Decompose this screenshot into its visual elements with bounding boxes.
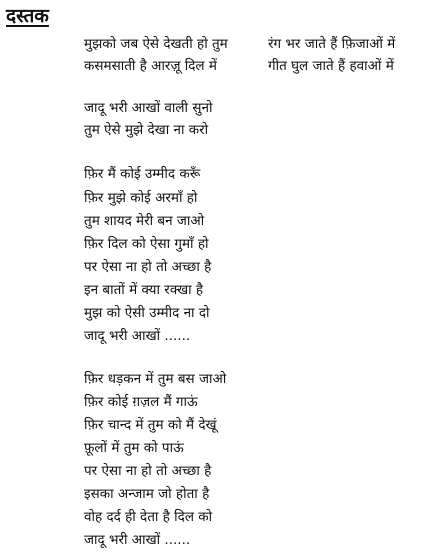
intro-right-line-2: गीत घुल जाते हैं हवाओं में bbox=[268, 58, 394, 74]
stanza-2-line-3: तुम शायद मेरी बन जाओ bbox=[84, 213, 205, 229]
stanza-2-line-2: फ़िर मुझे कोई अरमाँ हो bbox=[84, 190, 198, 206]
stanza-3-line-5: पर ऐसा ना हो तो अच्छा है bbox=[84, 463, 212, 479]
stanza-1-line-1: जादू भरी आखों वाली सुनो bbox=[84, 100, 213, 116]
stanza-2-line-1: फ़िर मैं कोई उम्मीद करूँ bbox=[84, 166, 201, 182]
stanza-2-line-8: जादू भरी आखों ...... bbox=[84, 328, 191, 344]
stanza-3-line-8: जादू भरी आखों ...... bbox=[84, 532, 191, 548]
stanza-3-line-7: वोह दर्द ही देता है दिल को bbox=[84, 509, 213, 525]
intro-left-line-2: कसमसाती है आरज़ू दिल में bbox=[84, 58, 217, 74]
page-title: दस्तक bbox=[6, 5, 49, 27]
stanza-2-line-5: पर ऐसा ना हो तो अच्छा है bbox=[84, 259, 212, 275]
intro-left-line-1: मुझको जब ऐसे देखती हो तुम bbox=[84, 36, 228, 52]
stanza-3-line-1: फ़िर धड़कन में तुम बस जाओ bbox=[84, 371, 227, 387]
stanza-2-line-6: इन बातों में क्या रक्खा है bbox=[84, 282, 204, 298]
stanza-3-line-4: फ़ूलों में तुम को पाऊं bbox=[84, 440, 184, 456]
stanza-1-line-2: तुम ऐसे मुझे देखा ना करो bbox=[84, 122, 209, 138]
stanza-2-line-7: मुझ को ऐसी उम्मीद ना दो bbox=[84, 305, 210, 321]
stanza-3-line-6: इसका अन्जाम जो होता है bbox=[84, 486, 210, 502]
stanza-2-line-4: फ़िर दिल को ऐसा गुमाँ हो bbox=[84, 236, 209, 252]
intro-right-line-1: रंग भर जाते हैं फ़िजाओं में bbox=[268, 36, 396, 52]
stanza-3-line-2: फ़िर कोई ग़ज़ल मैं गाऊं bbox=[84, 394, 198, 410]
stanza-3-line-3: फ़िर चान्द में तुम को मैं देखूं bbox=[84, 417, 217, 433]
